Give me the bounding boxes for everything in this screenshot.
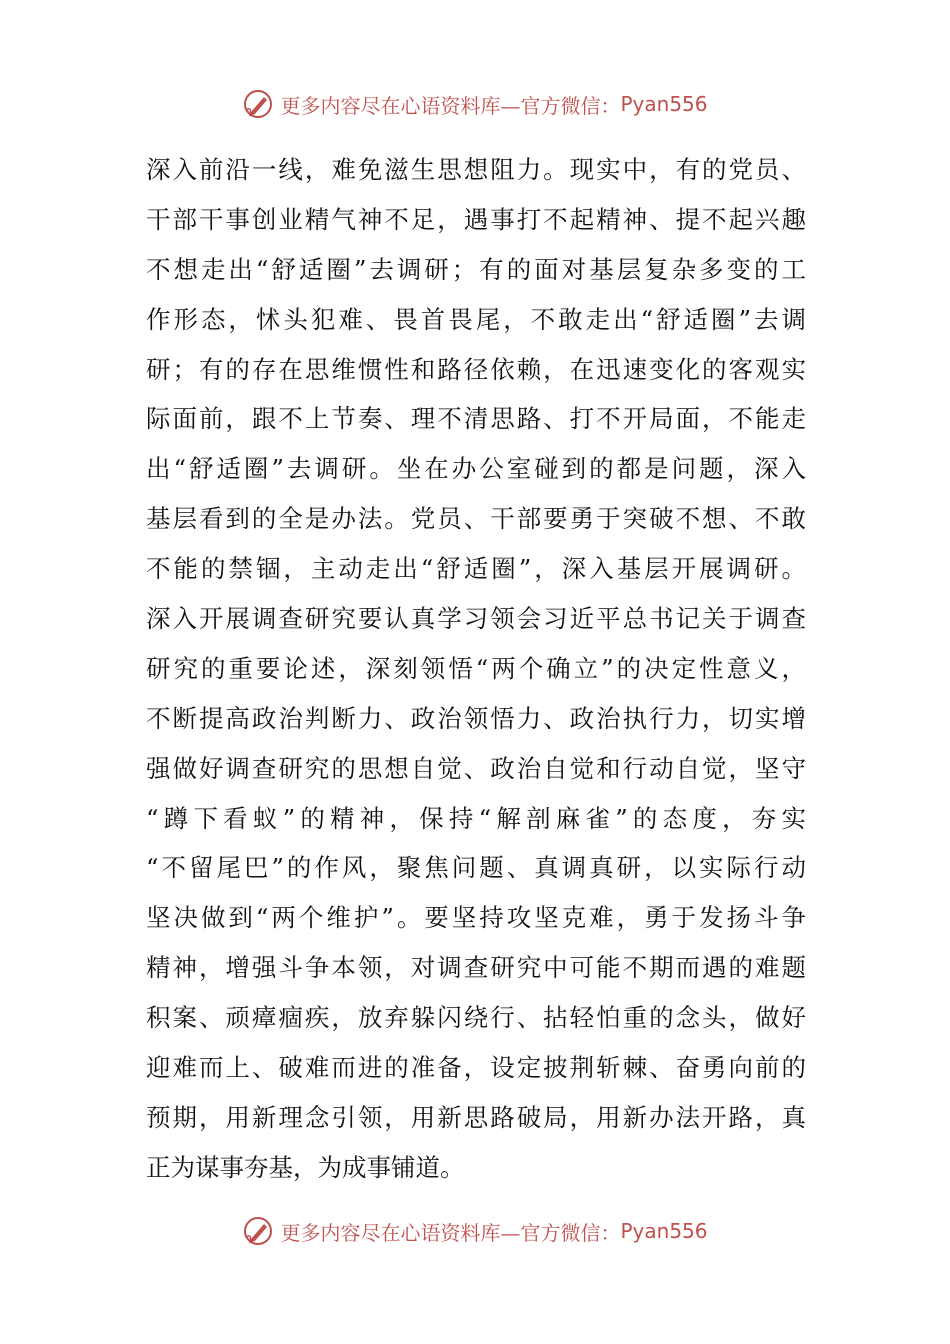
- body-line: 深入开展调查研究要认真学习领会习近平总书记关于调查: [146, 604, 806, 634]
- body-line: 正为谋事夯基，为成事铺道。: [146, 1152, 465, 1182]
- body-line: 干部干事创业精气神不足，遇事打不起精神、提不起兴趣: [146, 204, 806, 234]
- body-line: 精神，增强斗争本领，对调查研究中可能不期而遇的难题: [146, 953, 806, 983]
- pen-logo-icon: [242, 88, 274, 120]
- footer-wechat-id: Pyan556: [620, 1219, 708, 1243]
- footer-banner-text: 更多内容尽在心语资料库—官方微信：: [280, 1220, 621, 1245]
- header-banner: [0, 84, 950, 124]
- body-line: 不能的禁锢，主动走出“舒适圈”，深入基层开展调研。: [146, 554, 806, 584]
- pen-logo-icon: [242, 1215, 274, 1247]
- body-line: 强做好调查研究的思想自觉、政治自觉和行动自觉，坚守: [146, 753, 806, 783]
- body-line: 研究的重要论述，深刻领悟“两个确立”的决定性意义，: [146, 653, 806, 683]
- body-line: 预期，用新理念引领，用新思路破局，用新办法开路，真: [146, 1102, 806, 1132]
- body-line: 迎难而上、破难而进的准备，设定披荆斩棘、奋勇向前的: [146, 1053, 806, 1083]
- footer-banner: [0, 1211, 950, 1251]
- body-line: 积案、顽瘴痼疾，放弃躲闪绕行、拈轻怕重的念头，做好: [146, 1003, 806, 1033]
- body-line: 坚决做到“两个维护”。要坚持攻坚克难，勇于发扬斗争: [146, 903, 806, 933]
- body-line: 不断提高政治判断力、政治领悟力、政治执行力，切实增: [146, 703, 806, 733]
- body-line: 不想走出“舒适圈”去调研；有的面对基层复杂多变的工: [146, 254, 806, 284]
- body-line: 深入前沿一线，难免滋生思想阻力。现实中，有的党员、: [146, 155, 806, 184]
- body-line: 作形态，怵头犯难、畏首畏尾，不敢走出“舒适圈”去调: [146, 304, 806, 334]
- body-line: 出“舒适圈”去调研。坐在办公室碰到的都是问题，深入: [146, 454, 806, 484]
- body-line: 研；有的存在思维惯性和路径依赖，在迅速变化的客观实: [146, 354, 806, 384]
- body-line: “不留尾巴”的作风，聚焦问题、真调真研，以实际行动: [146, 853, 806, 883]
- header-banner-text: 更多内容尽在心语资料库—官方微信：: [280, 93, 621, 118]
- body-line: “蹲下看蚁”的精神，保持“解剖麻雀”的态度，夯实: [146, 803, 806, 833]
- body-line: 基层看到的全是办法。党员、干部要勇于突破不想、不敢: [146, 504, 806, 534]
- document-body: [146, 145, 806, 1193]
- body-line: 际面前，跟不上节奏、理不清思路、打不开局面，不能走: [146, 404, 806, 434]
- header-wechat-id: Pyan556: [620, 92, 708, 116]
